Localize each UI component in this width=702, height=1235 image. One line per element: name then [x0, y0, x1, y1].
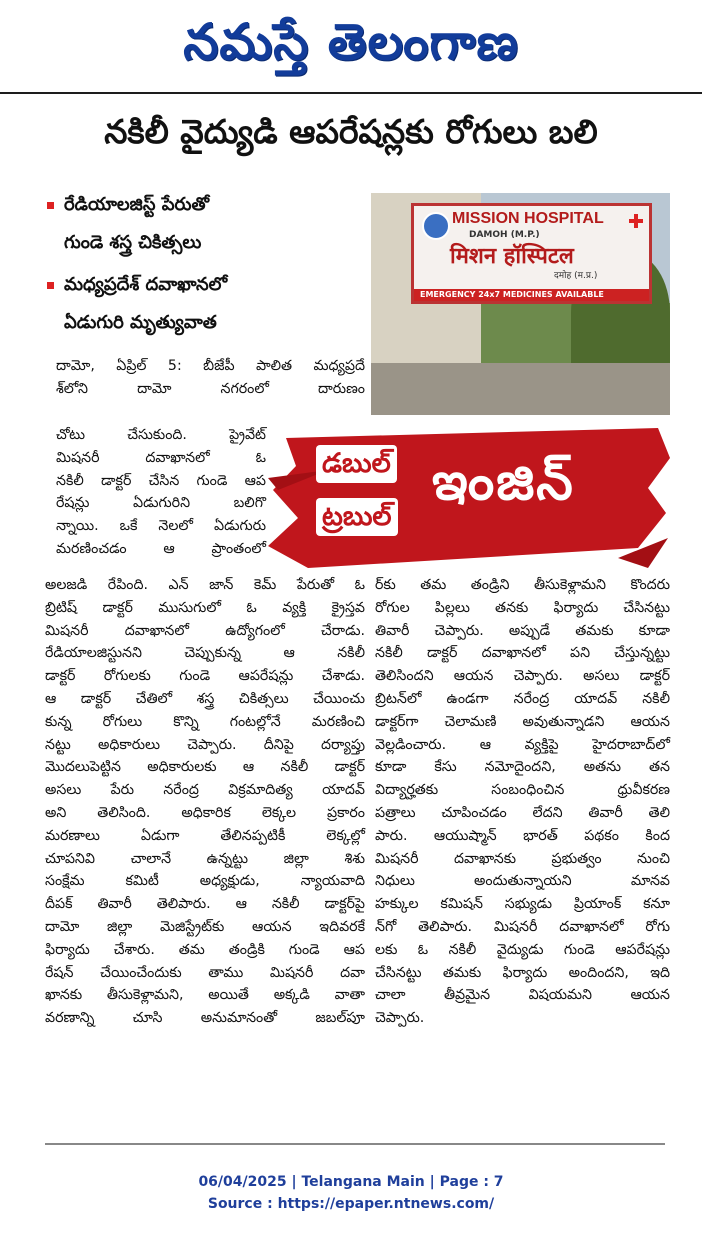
article-line: అలజడి రేపింది. ఎన్ జాన్ కెమ్ పేరుతో ఓ [45, 577, 365, 593]
article-line: నిధులు అందుతున్నాయని మానవ [375, 873, 670, 890]
hospital-photo [371, 193, 670, 415]
article-line: రేడియాలజిస్టునని చెప్పుకున్న ఆ నకిలీ [45, 645, 365, 662]
article-line: పత్రాలు చూపించడం లేదని తివారీ తెలి [375, 804, 670, 821]
article-line: సంక్షేమ కమిటీ అధ్యక్షుడు, న్యాయవాది [45, 873, 365, 890]
bullet-line: ఏడుగురి మృత్యువాత [64, 312, 217, 333]
footer-source-link[interactable]: Source : https://epaper.ntnews.com/ [207, 1196, 495, 1212]
article-headline: నకిలీ వైద్యుడి ఆపరేషన్లకు రోగులు బలి [104, 112, 598, 151]
sign-hindi-place: दमोह (म.प्र.) [554, 271, 598, 281]
article-line: లకు ఓ నకిలీ వైద్యుడు గుండె ఆపరేషన్లు [375, 941, 670, 958]
article-line: చాలా తీవ్రమైన విషయమని ఆయన [375, 987, 670, 1004]
bullet-point-2 [47, 266, 365, 342]
article-line: పారు. ఆయుష్మాన్ భారత్ పథకం కింద [375, 827, 670, 844]
article-line: బ్రిటన్‌లో ఉండగా నరేంద్ర యాదవ్ నకిలీ [375, 690, 670, 707]
masthead [0, 6, 702, 78]
banner-tag-trouble: ట్రబుల్ [316, 498, 398, 536]
article-line: వరణాన్ని చూసి అనుమానంతో జబల్‌పూ [45, 1010, 365, 1027]
red-cross-icon [629, 214, 643, 228]
article-column-1-top [56, 355, 365, 401]
article-column-1 [45, 574, 365, 1030]
article-line: నట్టు అధికారులు చెప్పారు. దీనిపై దర్యాప్తు [45, 736, 365, 753]
article-line: రోగుల పిల్లలు తనకు ఫిర్యాదు చేసినట్టు [375, 599, 670, 616]
masthead-title: నమస్తే తెలంగాణ [183, 12, 519, 71]
sign-place: DAMOH (M.P.) [469, 230, 540, 240]
article-line: మరణించడం ఆ ప్రాంతంలో [56, 540, 266, 557]
sign-english: MISSION HOSPITAL [452, 210, 604, 227]
article-line: కున్న రోగులు కొన్ని గంటల్లోనే మరణించి [45, 713, 365, 730]
article-line: ఆ డాక్టర్ చేతిలో శస్త్ర చికిత్సలు చేయించు [45, 690, 365, 707]
article-line: న్‌గో తెలిపారు. మిషనరీ దవాఖానలో రోగు [375, 918, 670, 935]
bullet-line: మధ్యప్రదేశ్ దవాఖానలో [64, 274, 228, 295]
article-line: డాక్టర్‌గా చెలామణి అవుతున్నాడని ఆయన [375, 713, 670, 730]
article-line: చెప్పారు. [375, 1010, 425, 1027]
article-column-2 [375, 574, 670, 1030]
article-line: మొదలుపెట్టిన అధికారులకు ఆ నకిలీ డాక్టర్ [45, 759, 365, 776]
article-line: ఖానకు తీసుకెళ్లామని, అయితే అక్కడి వాతా [45, 987, 365, 1004]
article-line: అసలు పేరు నరేంద్ర విక్రమాదిత్య యాదవ్ [45, 782, 365, 799]
sign-strip: EMERGENCY 24x7 MEDICINES AVAILABLE [414, 289, 649, 301]
article-line: తివారీ చెప్పారు. అప్పుడే తమకు కూడా [375, 622, 670, 639]
photo-road [371, 363, 670, 415]
article-line: నకిలీ డాక్టర్ చేసిన గుండె ఆప [56, 472, 266, 489]
article-line: చోటు చేసుకుంది. ప్రైవేట్ [56, 427, 266, 443]
article-line: దామో జిల్లా మెజిస్ట్రేట్‌కు ఆయన ఇదివరకే [45, 918, 365, 935]
article-line: మరణాలు ఏడుగా తేలినప్పటికీ లెక్కల్లో [45, 827, 365, 844]
article-line: మిషనరీ దవాఖానలో ఓ [56, 449, 266, 466]
article-line: దామో, ఏప్రిల్ 5: బీజేపీ పాలిత మధ్యప్రదే [56, 358, 365, 374]
article-column-1-narrow [56, 424, 266, 561]
article-line: తెలిసిందని ఆయన చెప్పారు. అసలు డాక్టర్ [375, 668, 670, 685]
article-line: ఫిర్యాదు చేశారు. తమ తండ్రికి గుండె ఆప [45, 941, 365, 958]
bullet-square-icon [47, 282, 54, 289]
banner-tag-double: డబుల్ [316, 445, 397, 483]
masthead-divider [0, 92, 702, 94]
article-line: న్నాయి. ఒకే నెలలో ఏడుగురు [56, 518, 266, 535]
article-line: రేషన్ చేయించేందుకు తాము మిషనరీ దవా [45, 964, 365, 981]
article-line: శ్‌లోని దామో నగరంలో దారుణం [56, 380, 365, 397]
article-line: బ్రిటిష్ డాక్టర్ ముసుగులో ఓ వ్యక్తి క్రైస్తవ [45, 599, 365, 616]
sign-hindi: मिशन हॉस्पिटल [450, 244, 574, 269]
hospital-signboard [411, 203, 652, 304]
article-line: హక్కుల కమిషన్ సభ్యుడు ప్రియాంక్ కనూ [375, 896, 670, 913]
article-line: డాక్టర్ రోగులకు గుండె ఆపరేషన్లు చేశాడు. [45, 668, 365, 685]
bullet-line: రేడియాలజిస్ట్ పేరుతో [64, 194, 210, 215]
bullet-line: గుండె శస్త్ర చికిత్సలు [64, 232, 202, 253]
article-line: విద్యార్హతకు సంబంధించిన ధ్రువీకరణ [375, 782, 670, 799]
article-line: వెల్లడించారు. ఆ వ్యక్తిపై హైదరాబాద్‌లో [375, 736, 670, 753]
article-line: దీపక్ తివారీ తెలిపారు. ఆ నకిలీ డాక్టర్‌పై [45, 896, 365, 913]
article-line: నకిలీ డాక్టర్ దవాఖానలో పని చేస్తున్నట్టు [375, 645, 670, 662]
article-line: మిషనరీ దవాఖానకు ప్రభుత్వం నుంచి [375, 850, 670, 867]
article-line: అని తెలిసింది. అధికారిక లెక్కల ప్రకారం [45, 804, 365, 821]
article-line: చూపనివి చాలానే ఉన్నట్టు జిల్లా శిశు [45, 850, 365, 867]
banner-word-engine: ఇంజిన్ [432, 452, 575, 512]
footer-divider [45, 1143, 665, 1145]
article-line: చేసినట్టు తమకు ఫిర్యాదు అందిందని, ఇది [375, 964, 670, 981]
bullet-square-icon [47, 202, 54, 209]
bullet-point-1 [47, 186, 365, 262]
article-line: కూడా కేసు నమోదైందని, అతను తన [375, 759, 670, 776]
footer-edition-info: 06/04/2025 | Telangana Main | Page : 7 [198, 1174, 504, 1190]
hospital-logo-icon [422, 212, 450, 240]
article-line: మిషనరీ దవాఖానలో ఉద్యోగంలో చేరాడు. [45, 622, 365, 639]
article-line: ర్‌కు తమ తండ్రిని తీసుకెళ్లామని కొందరు [375, 577, 670, 593]
article-line: రేషన్లు ఏడుగురిని బలిగొ [56, 495, 266, 512]
